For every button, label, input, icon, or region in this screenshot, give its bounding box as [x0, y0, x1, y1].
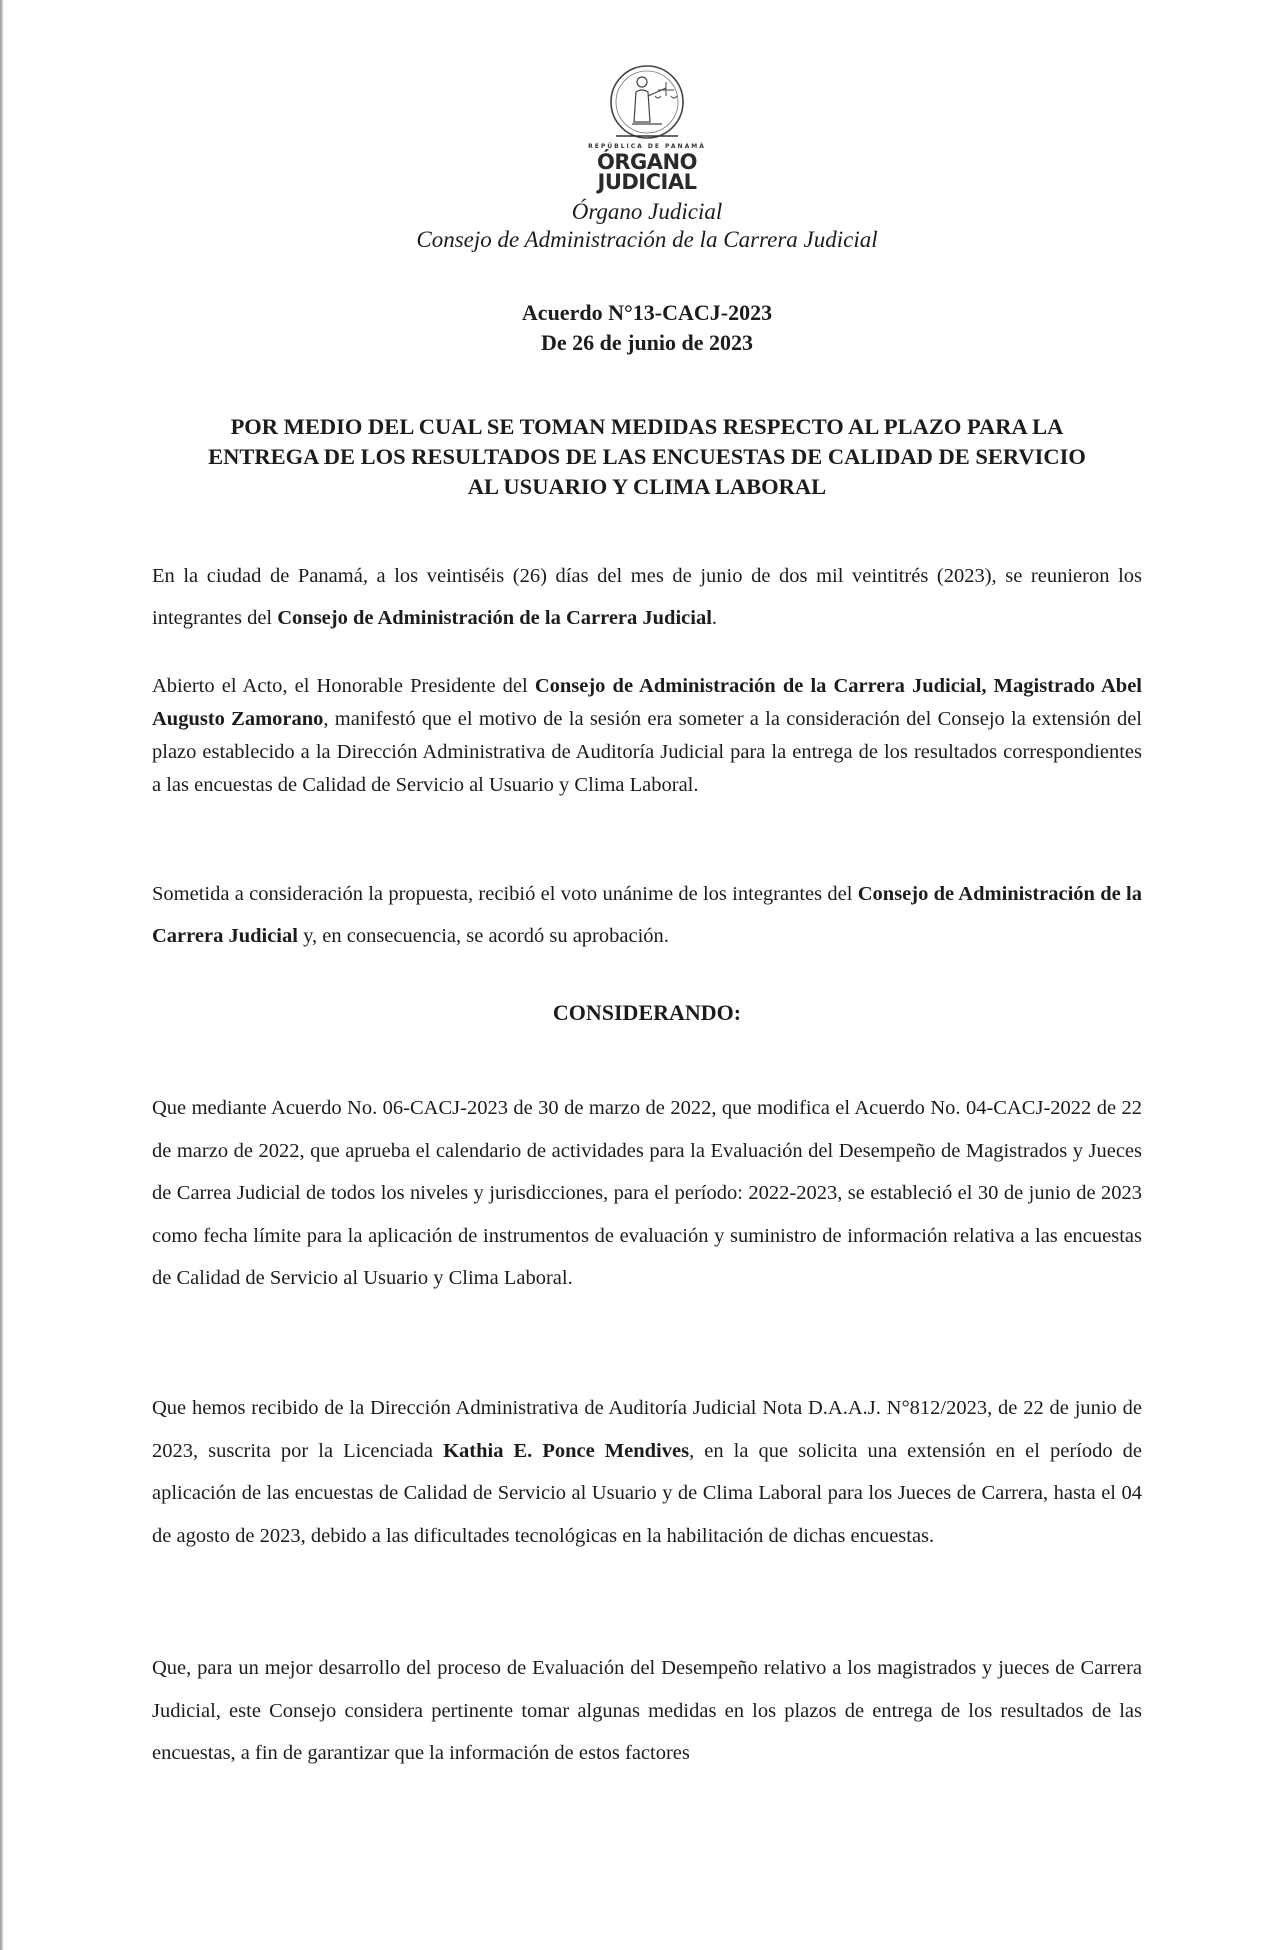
svg-text:REPÚBLICA DE PANAMÁ: REPÚBLICA DE PANAMÁ — [588, 143, 706, 150]
paragraph-considerando-2: Que hemos recibido de la Dirección Administrativa de Auditoría Judicial Nota D.A.A.J. N°812/2023, de 22 de junio de 2023, suscrita por la Licenciada Kathia E. Ponce Mendives, en la que solicita una extensión en el período de aplicación de las encuestas de Calidad de Servicio al Usuario y de Clima Laboral para los Jueces de Carrera, hasta el 04 de agosto de 2023, debido a las dificultades tecnológicas en la habilitación de dichas encuestas. — [152, 1397, 1143, 1547]
seal-ring-caption — [547, 142, 747, 150]
document-header — [152, 52, 1142, 254]
title-line-2: ENTREGA DE LOS RESULTADOS DE LAS ENCUESTAS DE CALIDAD DE SERVICIO — [208, 444, 1086, 469]
council-name: Consejo de Administración de la Carrera Judicial — [416, 227, 878, 252]
logo-text-judicial: JUDICIAL — [597, 170, 697, 194]
agreement-date: De 26 de junio de 2023 — [540, 330, 754, 355]
title-line-3: AL USUARIO Y CLIMA LABORAL — [467, 474, 827, 499]
paragraph-considerando-1: Que mediante Acuerdo No. 06-CACJ-2023 de 30 de marzo de 2022, que modifica el Acuerdo No. 04-CACJ-2022 de 22 de marzo de 2022, que aprueba el calendario de actividades para la Evaluación del Desempeño de Magistrados y Jueces de Carrea Judicial de todos los niveles y jurisdicciones, para el período: 2022-2023, se estableció el 30 de junio de 2023 como fecha límite para la aplicación de instrumentos de evaluación y suministro de información relativa a las encuestas de Calidad de Servicio al Usuario y Clima Laboral. — [152, 1097, 1142, 1289]
logo-text-organo: ÓRGANO — [597, 150, 697, 174]
organo-judicial-seal-icon — [592, 52, 702, 148]
paragraph-session-opening: En la ciudad de Panamá, a los veintiséis (26) días del mes de junio de dos mil veintitrés (2023), se reunieron los integrantes del Consejo de Administración de la Carrera Judicial. — [152, 565, 1142, 629]
agreement-heading — [152, 298, 1142, 358]
paragraph-president-statement: Abierto el Acto, el Honorable Presidente del Consejo de Administración de la Carrera Judicial, Magistrado Abel Augusto Zamorano, manifestó que el motivo de la sesión era someter a la consideración del Consejo la extensión del plazo establecido a la Dirección Administrativa de Auditoría Judicial para la entrega de los resultados correspondientes a las encuestas de Calidad de Servicio al Usuario y Clima Laboral. — [152, 675, 1143, 796]
paragraph-considerando-3: Que, para un mejor desarrollo del proceso de Evaluación del Desempeño relativo a los magistrados y jueces de Carrera Judicial, este Consejo considera pertinente tomar algunas medidas en los plazos de entrega de los resultados de las encuestas, a fin de garantizar que la información de estos factores — [152, 1657, 1142, 1764]
scan-edge — [0, 0, 3, 1950]
document-title — [152, 412, 1142, 502]
agreement-number: Acuerdo N°13-CACJ-2023 — [521, 300, 773, 325]
title-line-1: POR MEDIO DEL CUAL SE TOMAN MEDIDAS RESPECTO AL PLAZO PARA LA — [230, 414, 1064, 439]
paragraph-vote-approval: Sometida a consideración la propuesta, recibió el voto unánime de los integrantes del Consejo de Administración de la Carrera Judicial y, en consecuencia, se acordó su aprobación. — [152, 883, 1142, 947]
organization-name: Órgano Judicial — [571, 199, 723, 224]
considerando-heading: CONSIDERANDO: — [552, 1000, 742, 1025]
